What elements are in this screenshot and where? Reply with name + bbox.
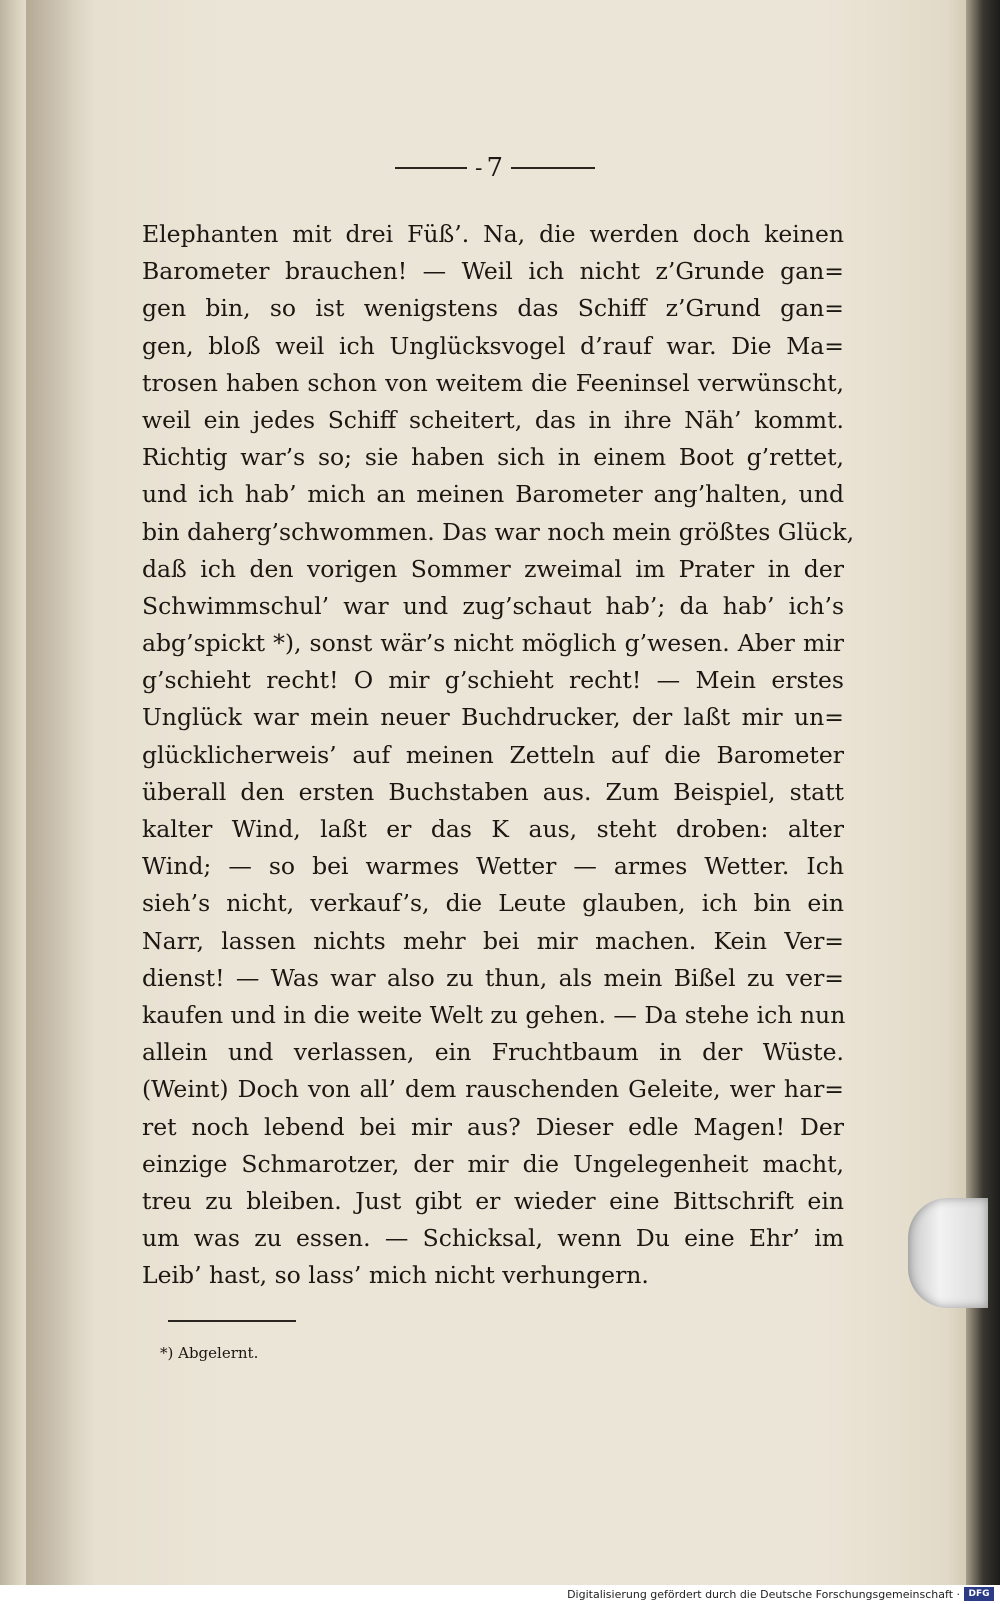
text-line: allein und verlassen, ein Fruchtbaum in der Wüste. xyxy=(142,1038,844,1067)
text-line: Barometer brauchen! — Weil ich nicht z’Grunde gan= xyxy=(142,257,844,286)
text-line: Schwimmschul’ war und zug’schaut hab’; da hab’ ich’s xyxy=(142,591,844,620)
text-line: gen bin, so ist wenigstens das Schiff z’Grund gan= xyxy=(142,294,844,323)
text-line: ret noch lebend bei mir aus? Dieser edle Magen! Der xyxy=(142,1112,844,1141)
text-line: einzige Schmarotzer, der mir die Ungelegenheit macht, xyxy=(142,1149,844,1178)
text-line: kaufen und in die weite Welt zu gehen. — Da stehe ich nun xyxy=(142,1000,846,1029)
text-line: überall den ersten Buchstaben aus. Zum Beispiel, statt xyxy=(142,777,844,806)
page-clip xyxy=(908,1198,988,1308)
text-line: um was zu essen. — Schicksal, wenn Du eine Ehr’ im xyxy=(142,1224,844,1253)
text-line: abg’spickt *), sonst wär’s nicht möglich g’wesen. Aber mir xyxy=(142,629,844,658)
text-line: und ich hab’ mich an meinen Barometer ang’halten, und xyxy=(142,480,844,509)
text-line: gen, bloß weil ich Unglücksvogel d’rauf war. Die Ma= xyxy=(142,331,844,360)
text-line: Wind; — so bei warmes Wetter — armes Wetter. Ich xyxy=(142,852,844,881)
text-line: dienst! — Was war also zu thun, als mein Bißel zu ver= xyxy=(142,963,844,992)
text-line: (Weint) Doch von all’ dem rauschenden Geleite, wer har= xyxy=(142,1075,844,1104)
page-header xyxy=(380,148,610,188)
text-line: trosen haben schon von weitem die Feeninsel verwünscht, xyxy=(142,368,844,397)
text-line: g’schieht recht! O mir g’schieht recht! — Mein erstes xyxy=(142,666,844,695)
page-number: 7 xyxy=(486,153,503,183)
text-line: bin daherg’schwommen. Das war noch mein größtes Glück, xyxy=(142,517,855,546)
page-edge-shadow xyxy=(966,0,1000,1585)
body-text xyxy=(142,216,855,1294)
text-line: Elephanten mit drei Füß’. Na, die werden doch keinen xyxy=(142,220,844,248)
header-rule-left xyxy=(395,167,467,169)
text-line: glücklicherweis’ auf meinen Zetteln auf die Barometer xyxy=(142,740,844,769)
page-fold-shadow xyxy=(26,0,96,1585)
text-line: daß ich den vorigen Sommer zweimal im Prater in der xyxy=(142,554,844,583)
funding-credit: Digitalisierung gefördert durch die Deutsche Forschungsgemeinschaft · xyxy=(567,1588,960,1601)
text-line: Unglück war mein neuer Buchdrucker, der laßt mir un= xyxy=(142,703,844,732)
text-line: Leib’ hast, so lass’ mich nicht verhungern. xyxy=(142,1261,649,1290)
header-rule-right xyxy=(511,167,595,169)
text-line: treu zu bleiben. Just gibt er wieder eine Bittschrift ein xyxy=(142,1186,844,1215)
text-line: kalter Wind, laßt er das K aus, steht droben: alter xyxy=(142,815,844,843)
previous-page-edge xyxy=(0,0,28,1585)
footnote: *) Abgelernt. xyxy=(160,1344,259,1362)
footer-bar xyxy=(0,1585,1000,1604)
footnote-rule xyxy=(168,1320,296,1322)
text-line: weil ein jedes Schiff scheitert, das in ihre Näh’ kommt. xyxy=(142,405,844,434)
dfg-logo: DFG xyxy=(964,1587,994,1601)
text-line: Richtig war’s so; sie haben sich in einem Boot g’rettet, xyxy=(142,443,844,472)
text-line: sieh’s nicht, verkauf’s, die Leute glauben, ich bin ein xyxy=(142,889,844,918)
text-line: Narr, lassen nichts mehr bei mir machen. Kein Ver= xyxy=(142,926,844,955)
header-dash: - xyxy=(475,155,483,181)
